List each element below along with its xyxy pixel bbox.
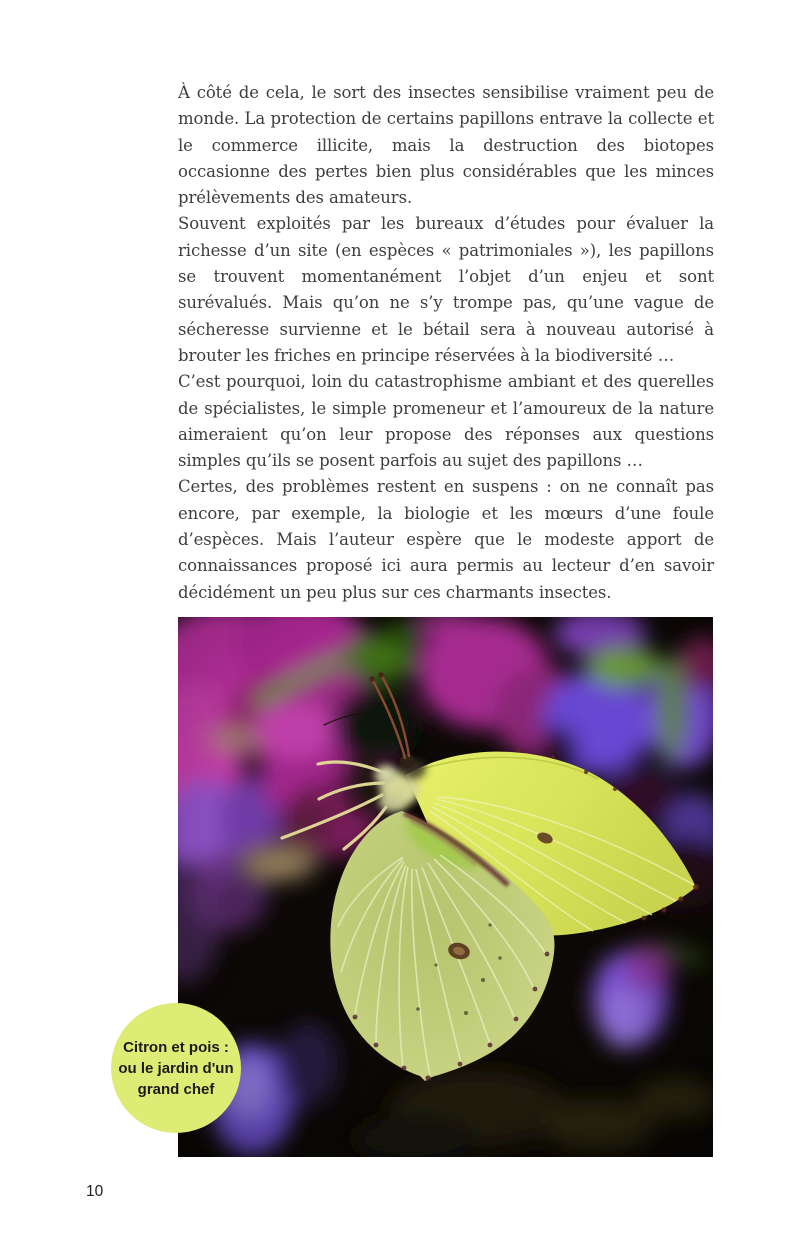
body-paragraph: Certes, des problèmes restent en suspens : on ne connaît pas encore, par exemple, la biologie et les mœurs d’une foule d’espèces. Mais l’auteur espère que le modeste apport de connaissances proposé ici aura permis au lecteur d’en savoir décidément un peu plus sur ces charmants insectes. xyxy=(178,477,714,602)
photo-caption-badge xyxy=(111,1003,241,1133)
badge-line: Citron et pois : xyxy=(123,1038,229,1056)
butterfly-photo xyxy=(178,617,713,1157)
badge-line: grand chef xyxy=(137,1080,215,1098)
body-text xyxy=(178,80,714,606)
badge-line: ou le jardin d'un xyxy=(118,1059,234,1077)
page-number: 10 xyxy=(86,1183,104,1200)
body-paragraph: Souvent exploités par les bureaux d’études pour évaluer la richesse d’un site (en espèces « patrimoniales »), les papillons se trouvent momentanément l’objet d’un enjeu et sont surévalués. Mais qu’on ne s’y trompe pas, qu’une vague de sécheresse survienne et le bétail sera à nouveau autorisé à brouter les friches en principe réservées à la biodiversité … xyxy=(178,214,714,365)
body-paragraph: À côté de cela, le sort des insectes sensibilise vraiment peu de monde. La protection de certains papillons entrave la collecte et le commerce illicite, mais la destruction des biotopes occasionne des pertes bien plus considérables que les minces prélèvements des amateurs. xyxy=(178,83,714,208)
body-paragraph: C’est pourquoi, loin du catastrophisme ambiant et des querelles de spécialistes, le simple promeneur et l’amoureux de la nature aimeraient qu’on leur propose des réponses aux questions simples qu’ils se posent parfois au sujet des papillons … xyxy=(178,372,714,471)
